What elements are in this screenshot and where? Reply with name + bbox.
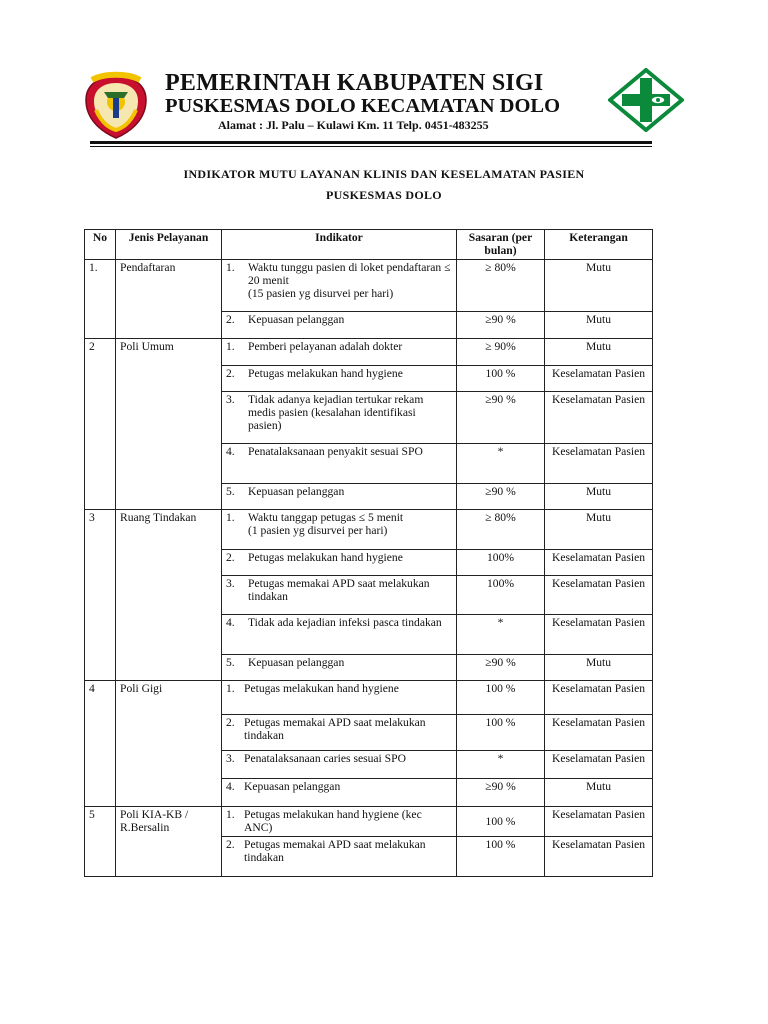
target-cell: 100 % — [457, 807, 545, 837]
indicator-cell: 2. Kepuasan pelanggan — [222, 312, 457, 339]
table-row — [85, 510, 653, 550]
indicator-cell: 2. Petugas melakukan hand hygiene — [222, 366, 457, 392]
letterhead-rule-thick — [90, 141, 652, 144]
indicator-cell: 1. Petugas melakukan hand hygiene (kec ANC) — [222, 807, 457, 837]
document-title: INDIKATOR MUTU LAYANAN KLINIS DAN KESELAMATAN PASIEN — [183, 167, 585, 181]
letterhead-rule-thin — [90, 146, 652, 147]
target-cell: ≥90 % — [457, 312, 545, 339]
target-cell: * — [457, 615, 545, 655]
indicator-cell: 2. Petugas memakai APD saat melakukan tindakan — [222, 715, 457, 751]
service-name: Ruang Tindakan — [116, 510, 222, 681]
service-name: Pendaftaran — [116, 260, 222, 339]
remark-cell: Mutu — [545, 339, 653, 366]
target-cell: 100% — [457, 550, 545, 576]
remark-cell: Mutu — [545, 312, 653, 339]
target-cell: ≥ 80% — [457, 260, 545, 312]
remark-cell: Mutu — [545, 779, 653, 807]
indicator-cell: 1. Waktu tanggap petugas ≤ 5 menit (1 pasien yg disurvei per hari) — [222, 510, 457, 550]
letterhead — [0, 0, 768, 150]
kabupaten-sigi-emblem-icon — [80, 70, 152, 140]
target-cell: * — [457, 444, 545, 484]
remark-cell: Keselamatan Pasien — [545, 837, 653, 877]
indicator-cell: 4. Kepuasan pelanggan — [222, 779, 457, 807]
remark-cell: Mutu — [545, 510, 653, 550]
indicator-cell: 1. Petugas melakukan hand hygiene — [222, 681, 457, 715]
table-row — [85, 681, 653, 715]
address-line: Alamat : Jl. Palu – Kulawi Km. 11 Telp. 0451-483255 — [218, 118, 489, 132]
remark-cell: Keselamatan Pasien — [545, 751, 653, 779]
target-cell: ≥90 % — [457, 655, 545, 681]
target-cell: 100% — [457, 576, 545, 615]
group-number: 5 — [85, 807, 116, 877]
indicator-cell: 2. Petugas memakai APD saat melakukan tindakan — [222, 837, 457, 877]
target-cell: 100 % — [457, 837, 545, 877]
indicator-cell: 5. Kepuasan pelanggan — [222, 484, 457, 510]
table-row — [85, 260, 653, 312]
service-name: Poli Gigi — [116, 681, 222, 807]
target-cell: 100 % — [457, 715, 545, 751]
table-row — [85, 339, 653, 366]
remark-cell: Keselamatan Pasien — [545, 366, 653, 392]
indicator-cell: 4. Tidak ada kejadian infeksi pasca tindakan — [222, 615, 457, 655]
remark-cell: Mutu — [545, 484, 653, 510]
target-cell: 100 % — [457, 681, 545, 715]
target-cell: ≥ 80% — [457, 510, 545, 550]
group-number: 1. — [85, 260, 116, 339]
header-target: Sasaran (per bulan) — [457, 230, 545, 260]
puskesmas-green-cross-icon — [608, 68, 684, 132]
target-cell: ≥ 90% — [457, 339, 545, 366]
service-name: Poli KIA-KB / R.Bersalin — [116, 807, 222, 877]
indicator-cell: 3. Tidak adanya kejadian tertukar rekam medis pasien (kesalahan identifikasi pasien) — [222, 392, 457, 444]
indicator-cell: 3. Petugas memakai APD saat melakukan tindakan — [222, 576, 457, 615]
puskesmas-title: PUSKESMAS DOLO KECAMATAN DOLO — [165, 95, 561, 117]
target-cell: ≥90 % — [457, 484, 545, 510]
remark-cell: Keselamatan Pasien — [545, 807, 653, 837]
group-number: 2 — [85, 339, 116, 510]
header-remark: Keterangan — [545, 230, 653, 260]
document-subtitle: PUSKESMAS DOLO — [326, 188, 442, 202]
target-cell: ≥90 % — [457, 392, 545, 444]
remark-cell: Mutu — [545, 260, 653, 312]
service-name: Poli Umum — [116, 339, 222, 510]
group-number: 4 — [85, 681, 116, 807]
indicator-cell: 4. Penatalaksanaan penyakit sesuai SPO — [222, 444, 457, 484]
header-service: Jenis Pelayanan — [116, 230, 222, 260]
government-title: PEMERINTAH KABUPATEN SIGI — [165, 70, 544, 96]
indicator-cell: 1. Pemberi pelayanan adalah dokter — [222, 339, 457, 366]
remark-cell: Keselamatan Pasien — [545, 550, 653, 576]
target-cell: * — [457, 751, 545, 779]
indicator-cell: 5. Kepuasan pelanggan — [222, 655, 457, 681]
indicator-cell: 1. Waktu tunggu pasien di loket pendaftaran ≤ 20 menit (15 pasien yg disurvei per hari) — [222, 260, 457, 312]
header-indicator: Indikator — [222, 230, 457, 260]
indicator-cell: 2. Petugas melakukan hand hygiene — [222, 550, 457, 576]
remark-cell: Keselamatan Pasien — [545, 681, 653, 715]
table-row — [85, 807, 653, 837]
group-number: 3 — [85, 510, 116, 681]
header-no: No — [85, 230, 116, 260]
indicator-table — [84, 229, 653, 877]
remark-cell: Keselamatan Pasien — [545, 715, 653, 751]
indicator-cell: 3. Penatalaksanaan caries sesuai SPO — [222, 751, 457, 779]
remark-cell: Keselamatan Pasien — [545, 392, 653, 444]
remark-cell: Keselamatan Pasien — [545, 576, 653, 615]
target-cell: ≥90 % — [457, 779, 545, 807]
remark-cell: Mutu — [545, 655, 653, 681]
remark-cell: Keselamatan Pasien — [545, 615, 653, 655]
target-cell: 100 % — [457, 366, 545, 392]
table-header-row — [85, 230, 653, 260]
remark-cell: Keselamatan Pasien — [545, 444, 653, 484]
